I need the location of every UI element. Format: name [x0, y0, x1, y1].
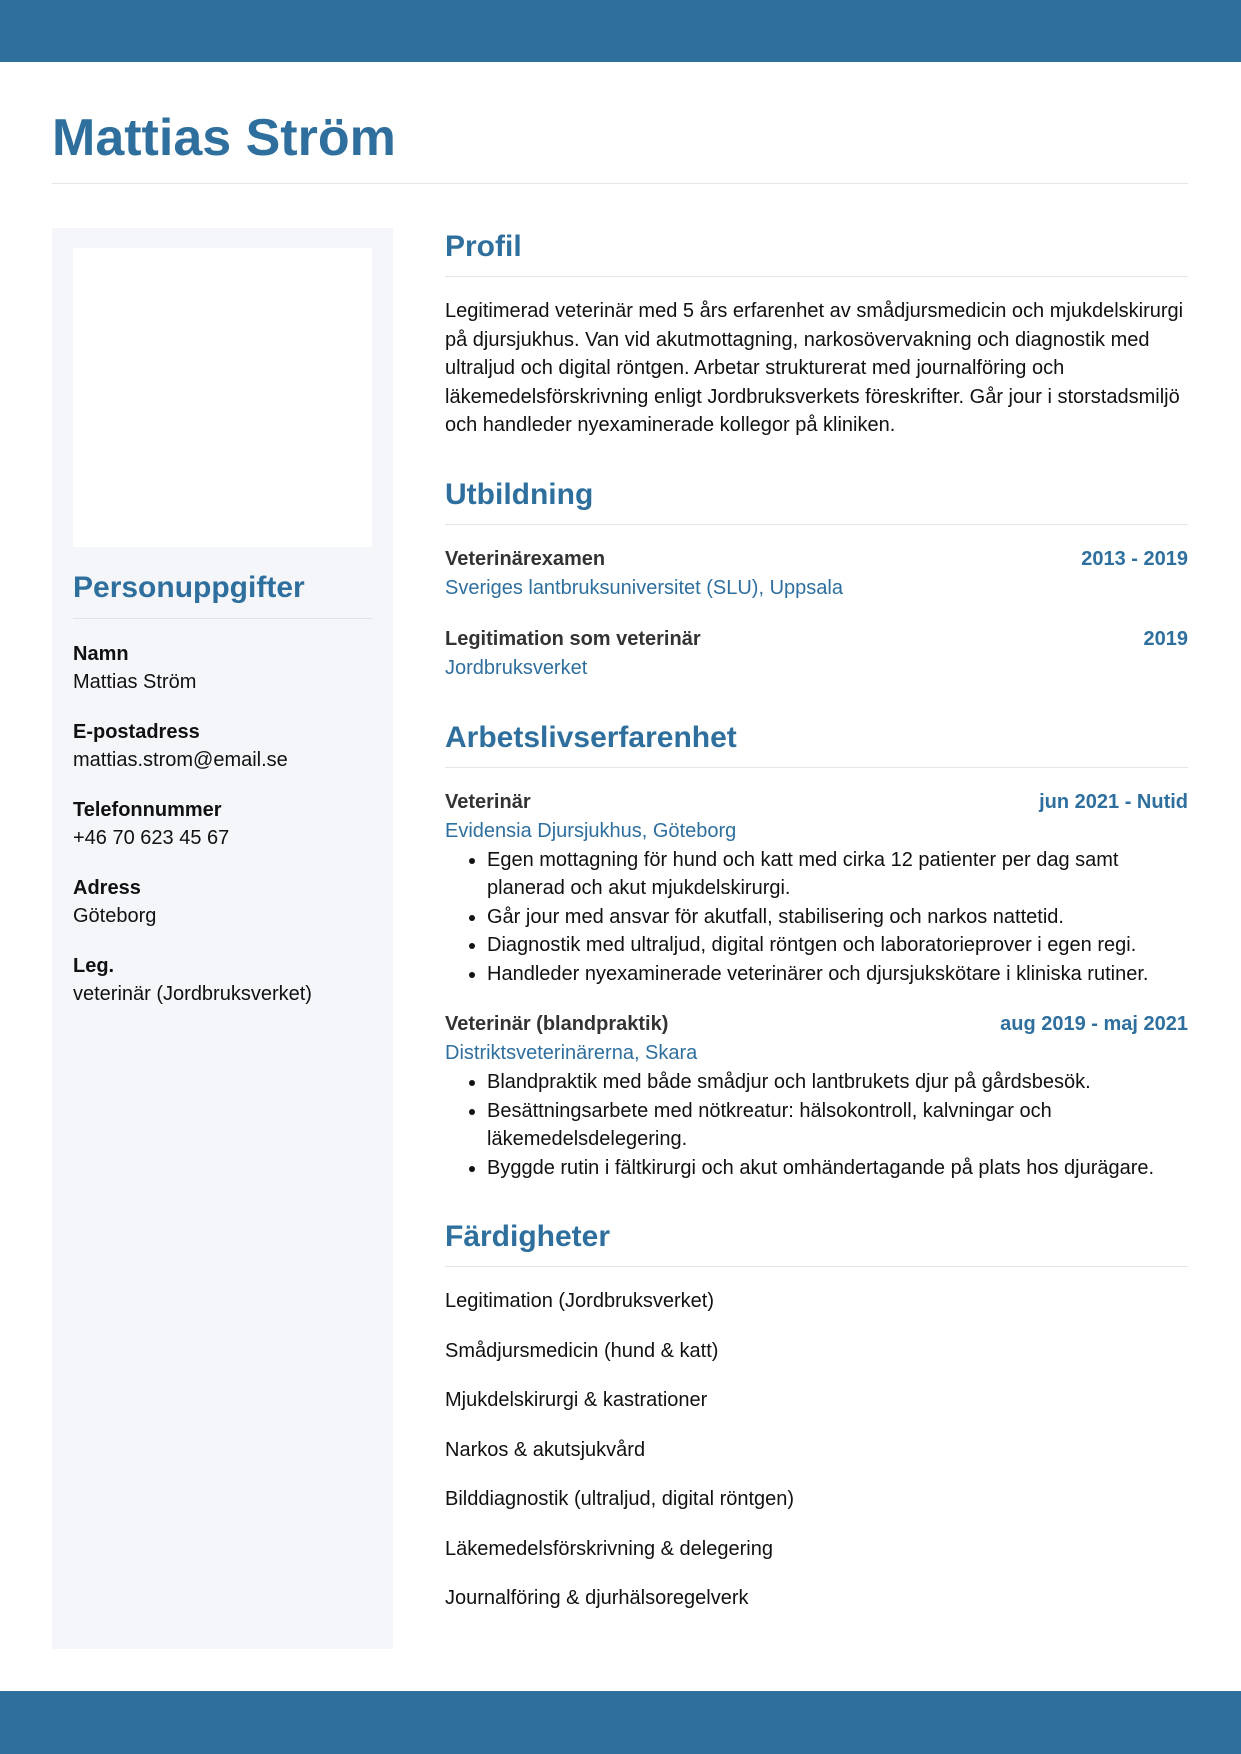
field-label: Telefonnummer — [73, 799, 222, 821]
section-title: Färdigheter — [445, 1220, 611, 1253]
personal-info-list — [73, 640, 372, 1030]
field-email — [73, 718, 372, 774]
entry-organization: Sveriges lantbruksuniversitet (SLU), Uppsala — [445, 576, 843, 599]
field-value: mattias.strom@email.se — [73, 749, 288, 771]
photo-placeholder — [73, 248, 372, 547]
field-value: Mattias Ström — [73, 671, 197, 693]
section-divider — [445, 524, 1188, 525]
section-divider — [445, 276, 1188, 277]
bullet-item: • Går jour med ansvar för akutfall, stabilisering och narkos nattetid. — [487, 903, 1188, 932]
personal-info-heading: Personuppgifter — [73, 571, 305, 604]
skill-item: Legitimation (Jordbruksverket) — [445, 1290, 714, 1312]
entry-title: Legitimation som veterinär — [445, 627, 701, 650]
field-value: veterinär (Jordbruksverket) — [73, 983, 312, 1005]
section-title: Profil — [445, 230, 522, 263]
entry-organization: Evidensia Djursjukhus, Göteborg — [445, 819, 737, 842]
field-label: Leg. — [73, 955, 115, 977]
entry-header — [445, 625, 1188, 654]
bottom-banner — [0, 1691, 1241, 1754]
sidebar-divider — [73, 618, 372, 619]
field-label: E-postadress — [73, 721, 200, 743]
entry-header — [445, 545, 1188, 574]
section-title: Arbetslivserfarenhet — [445, 720, 737, 754]
field-license — [73, 952, 372, 1008]
bullet-item: • Diagnostik med ultraljud, digital röntgen och laboratorieprover i egen regi. — [487, 931, 1188, 960]
entry-title: Veterinärexamen — [445, 547, 606, 570]
entry-organization: Jordbruksverket — [445, 656, 588, 679]
entry-title: Veterinär — [445, 790, 531, 813]
entry-organization: Distriktsveterinärerna, Skara — [445, 1042, 698, 1064]
bullet-item: • Blandpraktik med både smådjur och lantbrukets djur på gårdsbesök. — [487, 1068, 1188, 1097]
skill-item: Smådjursmedicin (hund & katt) — [445, 1339, 719, 1362]
skill-item: Narkos & akutsjukvård — [445, 1438, 646, 1461]
experience-entry — [445, 1010, 1188, 1182]
education-entry — [445, 625, 1188, 683]
bullet-item: • Handleder nyexaminerade veterinärer och djursjukskötare i kliniska rutiner. — [487, 960, 1188, 989]
experience-entry — [445, 788, 1188, 989]
main-content — [445, 222, 1188, 1643]
field-name — [73, 640, 372, 696]
bullet-list — [445, 1068, 1188, 1182]
skill-item: Bilddiagnostik (ultraljud, digital röntgen) — [445, 1488, 795, 1510]
education-entry — [445, 545, 1188, 603]
bullet-item: • Byggde rutin i fältkirurgi och akut omhändertagande på plats hos djurägare. — [487, 1154, 1188, 1183]
bullet-list — [445, 846, 1188, 989]
skills-section — [445, 1212, 1188, 1613]
profile-section — [445, 222, 1188, 440]
entry-date: 2019 — [1143, 627, 1188, 650]
education-section — [445, 470, 1188, 683]
entry-date: 2013 - 2019 — [1081, 547, 1188, 570]
entry-date: aug 2019 - maj 2021 — [1000, 1013, 1188, 1035]
field-value: Göteborg — [73, 905, 157, 927]
section-title: Utbildning — [445, 477, 594, 511]
bullet-item: • Besättningsarbete med nötkreatur: hälsokontroll, kalvningar och läkemedelsdelegering. — [487, 1097, 1188, 1154]
skill-item: Journalföring & djurhälsoregelverk — [445, 1587, 749, 1609]
profile-text: Legitimerad veterinär med 5 års erfarenhet av smådjursmedicin och mjukdelskirurgi på djursjukhus. Van vid akutmottagning, narkosövervakning och diagnostik med ultraljud och digital röntgen. Arbetar strukturerat med journalföring och läkemedelsförskrivning enligt Jordbruksverkets föreskrifter. Går jour i storstadsmiljö och handleder nyexaminerade kollegor på kliniken. — [445, 300, 1184, 436]
experience-section — [445, 713, 1188, 1183]
sidebar — [52, 228, 393, 1649]
field-label: Adress — [73, 877, 141, 899]
entry-header — [445, 788, 1188, 817]
field-label: Namn — [73, 643, 129, 665]
top-banner — [0, 0, 1241, 62]
field-value: +46 70 623 45 67 — [73, 827, 230, 849]
entry-title: Veterinär (blandpraktik) — [445, 1013, 669, 1035]
name-divider — [52, 183, 1188, 184]
field-address — [73, 874, 372, 930]
candidate-name: Mattias Ström — [52, 109, 396, 167]
section-divider — [445, 1266, 1188, 1267]
section-divider — [445, 767, 1188, 768]
field-phone — [73, 796, 372, 852]
bullet-item: • Egen mottagning för hund och katt med cirka 12 patienter per dag samt planerad och akut mjukdelskirurgi. — [487, 846, 1188, 903]
entry-header — [445, 1010, 1188, 1039]
skill-item: Läkemedelsförskrivning & delegering — [445, 1537, 773, 1560]
skill-item: Mjukdelskirurgi & kastrationer — [445, 1389, 708, 1411]
entry-date: jun 2021 - Nutid — [1039, 790, 1188, 813]
